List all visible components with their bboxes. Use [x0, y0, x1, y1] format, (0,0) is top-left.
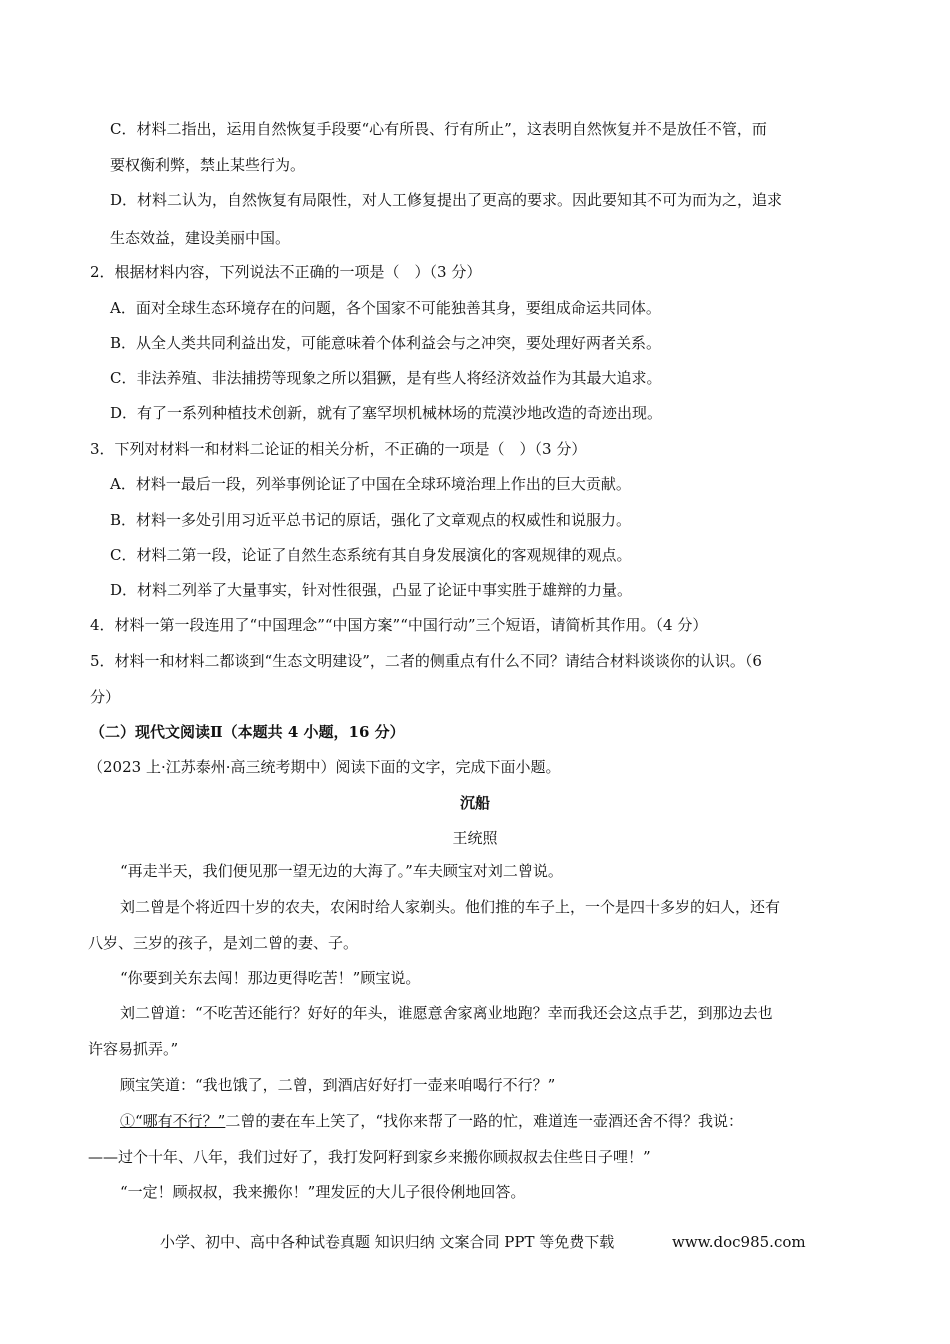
story-paragraph-6-line2: ——过个十年、八年，我们过好了，我打发阿籽到家乡来搬你顾叔叔去住些日子哩！”: [88, 1148, 651, 1166]
question-3-option-b: B．材料一多处引用习近平总书记的原话，强化了文章观点的权威性和说服力。: [110, 511, 632, 529]
question-5-line2: 分）: [90, 688, 121, 706]
question-3-option-a: A．材料一最后一段，列举事例论证了中国在全球环境治理上作出的巨大贡献。: [110, 475, 631, 493]
story-paragraph-2-line2: 八岁、三岁的孩子，是刘二曾的妻、子。: [88, 934, 359, 952]
question-2-stem: 2．根据材料内容，下列说法不正确的一项是（ ）（3 分）: [90, 263, 482, 281]
section-heading: （二）现代文阅读Ⅱ（本题共 4 小题，16 分）: [90, 723, 405, 741]
question-3-option-d: D．材料二列举了大量事实，针对性很强，凸显了论证中事实胜于雄辩的力量。: [110, 581, 633, 599]
story-paragraph-6-rest: 二曾的妻在车上笑了，“找你来帮了一路的忙，难道连一壶酒还舍不得？我说：: [225, 1112, 744, 1130]
question-4: 4．材料一第一段连用了“中国理念”“中国方案”“中国行动”三个短语，请简析其作用。（4 分）: [90, 616, 708, 634]
story-title: 沉船: [459, 794, 490, 812]
section-source: （2023 上·江苏泰州·高三统考期中）阅读下面的文字，完成下面小题。: [88, 758, 561, 776]
underlined-sentence-1: ①“哪有不行？”: [120, 1112, 226, 1130]
story-paragraph-7: “一定！顾叔叔，我来搬你！”理发匠的大儿子很伶俐地回答。: [120, 1183, 526, 1201]
question-2-option-a: A．面对全球生态环境存在的问题，各个国家不可能独善其身，要组成命运共同体。: [110, 299, 661, 317]
story-paragraph-4-line2: 许容易抓弄。”: [88, 1040, 179, 1058]
question-2-option-d: D．有了一系列种植技术创新，就有了塞罕坝机械林场的荒漠沙地改造的奇迹出现。: [110, 404, 663, 422]
footer-url[interactable]: www.doc985.com: [672, 1233, 806, 1251]
option-d-line2: 生态效益，建设美丽中国。: [110, 229, 291, 247]
story-author: 王统照: [452, 829, 498, 847]
option-d-line1: D．材料二认为，自然恢复有局限性，对人工修复提出了更高的要求。因此要知其不可为而为之，追求: [110, 191, 783, 209]
question-3-option-c: C．材料二第一段，论证了自然生态系统有其自身发展演化的客观规律的观点。: [110, 546, 632, 564]
question-2-option-b: B．从全人类共同利益出发，可能意味着个体利益会与之冲突，要处理好两者关系。: [110, 334, 662, 352]
story-paragraph-5: 顾宝笑道：“我也饿了，二曾，到酒店好好打一壶来咱喝行不行？”: [120, 1076, 556, 1094]
story-paragraph-1: “再走半天，我们便见那一望无边的大海了。”车夫顾宝对刘二曾说。: [120, 862, 563, 880]
option-c-line1: C．材料二指出，运用自然恢复手段要“心有所畏、行有所止”，这表明自然恢复并不是放任不管，而: [110, 120, 767, 138]
story-paragraph-4-line1: 刘二曾道：“不吃苦还能行？好好的年头，谁愿意舍家离业地跑？幸而我还会这点手艺，到那边去也: [120, 1004, 773, 1022]
footer-text: 小学、初中、高中各种试卷真题 知识归纳 文案合同 PPT 等免费下载: [160, 1233, 615, 1251]
story-paragraph-2-line1: 刘二曾是个将近四十岁的农夫，农闲时给人家剃头。他们推的车子上，一个是四十多岁的妇人，还有: [120, 898, 781, 916]
question-5-line1: 5．材料一和材料二都谈到“生态文明建设”，二者的侧重点有什么不同？请结合材料谈谈你的认识。（6: [90, 652, 762, 670]
question-3-stem: 3．下列对材料一和材料二论证的相关分析，不正确的一项是（ ）（3 分）: [90, 440, 587, 458]
story-paragraph-6-line1: [120, 1111, 743, 1131]
question-2-option-c: C．非法养殖、非法捕捞等现象之所以猖獗，是有些人将经济效益作为其最大追求。: [110, 369, 662, 387]
option-c-line2: 要权衡利弊，禁止某些行为。: [110, 156, 306, 174]
story-paragraph-3: “你要到关东去闯！那边更得吃苦！”顾宝说。: [120, 969, 421, 987]
